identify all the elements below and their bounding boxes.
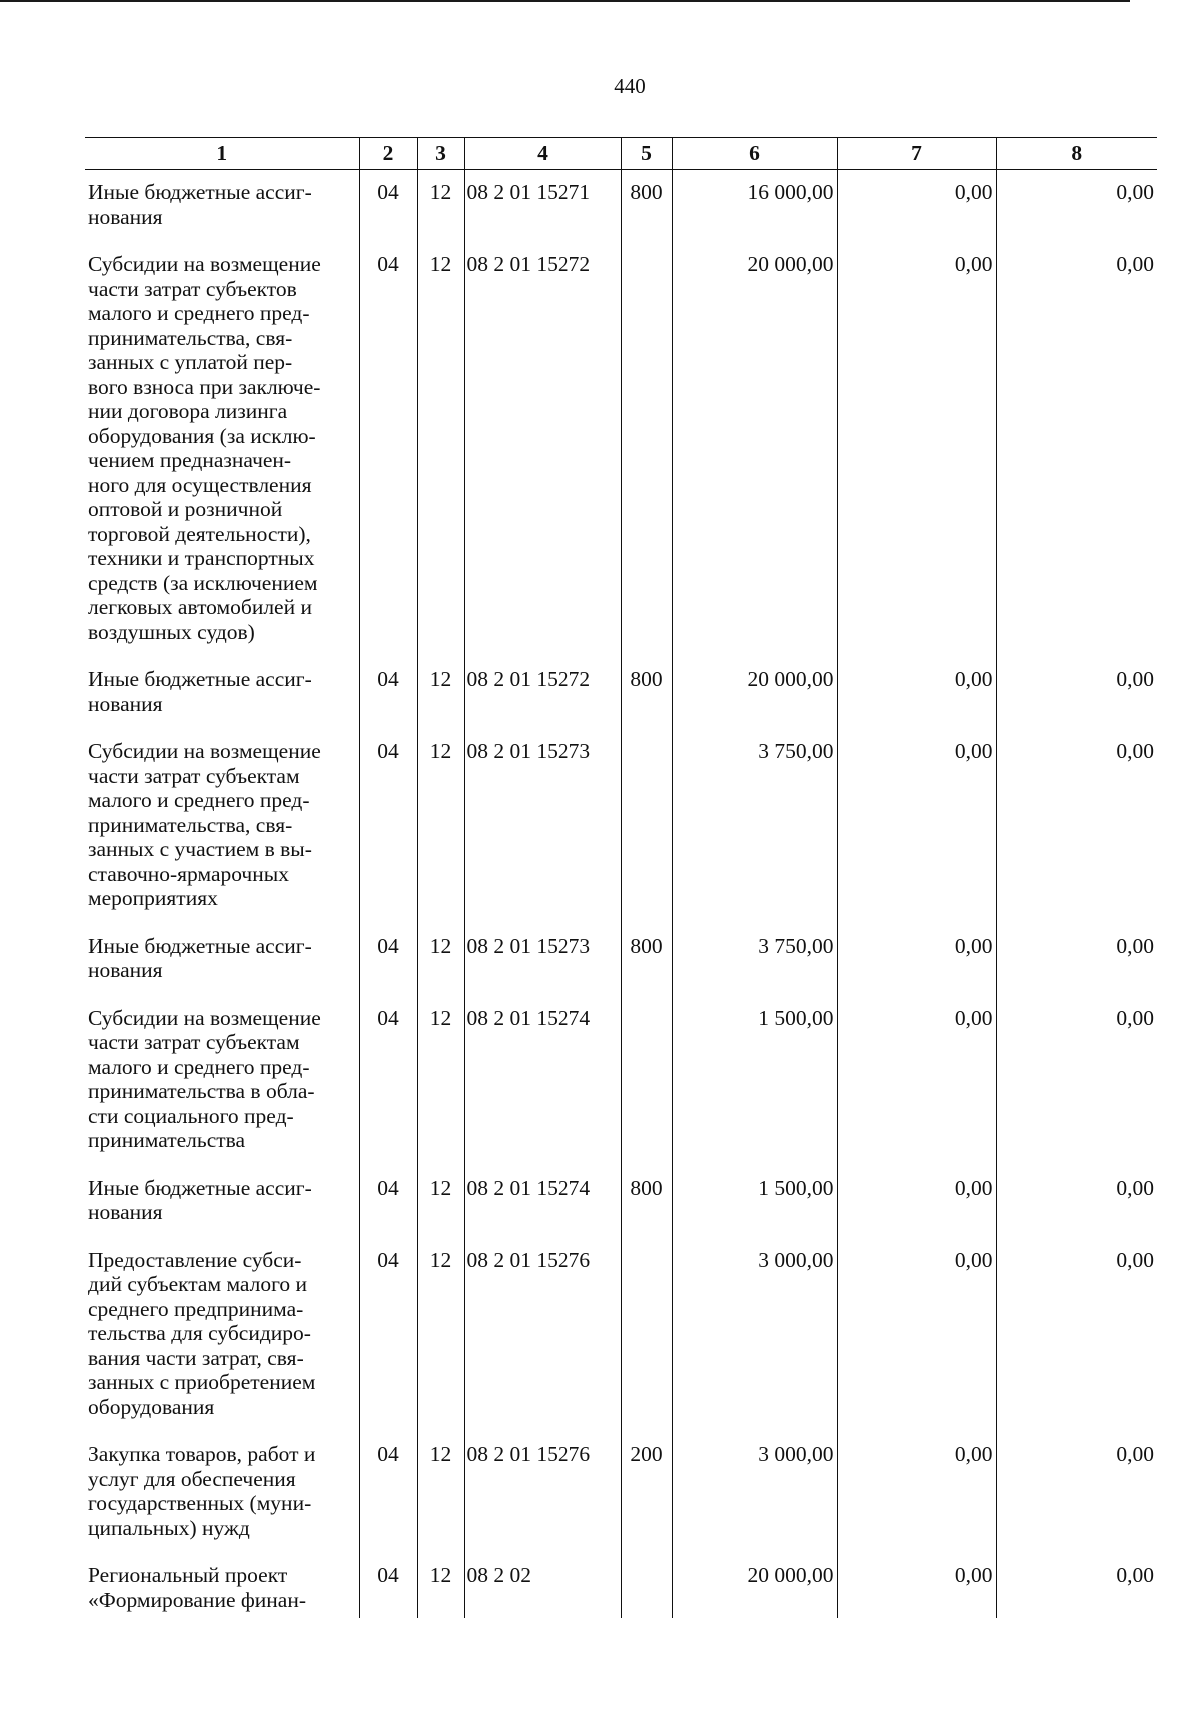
header-col-7: 7 [837,138,996,170]
row-description: Региональный проект «Формирование финан- [88,1563,307,1612]
row-target-article: 08 2 02 [464,1553,621,1618]
row-amount-col6: 20 000,00 [672,657,837,729]
header-col-3: 3 [417,138,464,170]
header-col-4: 4 [464,138,621,170]
row-amount-col7: 0,00 [837,242,996,657]
table-row [85,996,1157,1166]
row-description: Иные бюджетные ассиг- нования [88,1175,312,1224]
table-header [85,138,1157,170]
row-amount-col7: 0,00 [837,924,996,996]
row-target-article: 08 2 01 15274 [464,1166,621,1238]
row-target-article: 08 2 01 15271 [464,170,621,243]
row-amount-col8: 0,00 [996,729,1157,924]
row-amount-col6: 3 750,00 [672,924,837,996]
row-subsection-code: 12 [417,1553,464,1618]
table-row [85,1432,1157,1553]
table-row [85,170,1157,243]
row-amount-col7: 0,00 [837,1238,996,1433]
row-description: Закупка товаров, работ и услуг для обеспечения государственных (муни- ципальных) нужд [88,1442,316,1540]
row-description: Иные бюджетные ассиг- нования [88,667,312,716]
row-amount-col6: 1 500,00 [672,1166,837,1238]
row-amount-col6: 20 000,00 [672,242,837,657]
row-description: Предоставление субси- дий субъектам малого и среднего предпринима- тельства для субсидиро- вания части затрат, свя- занных с приобретением оборудования [88,1247,316,1419]
row-target-article: 08 2 01 15272 [464,242,621,657]
row-amount-col8: 0,00 [996,1432,1157,1553]
row-section-code: 04 [359,1432,417,1553]
budget-table [85,137,1157,1618]
row-amount-col7: 0,00 [837,657,996,729]
row-subsection-code: 12 [417,1432,464,1553]
row-description: Субсидии на возмещение части затрат субъектам малого и среднего пред- принимательства в обла- сти социального пред- принимательства [88,1005,321,1152]
row-expense-type: 800 [621,657,672,729]
row-amount-col8: 0,00 [996,1553,1157,1618]
row-description: Субсидии на возмещение части затрат субъектам малого и среднего пред- принимательства, свя- занных с участием в вы- ставочно-ярмарочных мероприятиях [88,739,321,910]
header-col-1: 1 [85,138,359,170]
row-amount-col8: 0,00 [996,924,1157,996]
row-expense-type: 200 [621,1432,672,1553]
row-expense-type [621,1553,672,1618]
row-target-article: 08 2 01 15273 [464,924,621,996]
row-subsection-code: 12 [417,170,464,243]
table-row [85,924,1157,996]
row-amount-col6: 1 500,00 [672,996,837,1166]
row-subsection-code: 12 [417,924,464,996]
table-row [85,1166,1157,1238]
table-row [85,729,1157,924]
row-section-code: 04 [359,170,417,243]
scan-top-border [0,0,1130,2]
row-subsection-code: 12 [417,657,464,729]
table-row [85,1238,1157,1433]
row-target-article: 08 2 01 15272 [464,657,621,729]
row-expense-type [621,242,672,657]
row-subsection-code: 12 [417,242,464,657]
table-row [85,1553,1157,1618]
row-subsection-code: 12 [417,1166,464,1238]
row-amount-col7: 0,00 [837,170,996,243]
header-row [85,138,1157,170]
row-subsection-code: 12 [417,729,464,924]
row-amount-col6: 16 000,00 [672,170,837,243]
row-subsection-code: 12 [417,1238,464,1433]
row-section-code: 04 [359,924,417,996]
row-amount-col8: 0,00 [996,242,1157,657]
row-amount-col7: 0,00 [837,729,996,924]
row-amount-col7: 0,00 [837,1553,996,1618]
page-number: 440 [614,74,646,98]
row-expense-type [621,729,672,924]
row-amount-col8: 0,00 [996,657,1157,729]
row-section-code: 04 [359,1166,417,1238]
row-expense-type: 800 [621,924,672,996]
row-description: Иные бюджетные ассиг- нования [88,180,312,229]
row-amount-col8: 0,00 [996,1166,1157,1238]
header-col-8: 8 [996,138,1157,170]
row-expense-type: 800 [621,170,672,243]
row-amount-col7: 0,00 [837,1166,996,1238]
row-target-article: 08 2 01 15274 [464,996,621,1166]
row-expense-type [621,1238,672,1433]
row-target-article: 08 2 01 15273 [464,729,621,924]
row-amount-col8: 0,00 [996,170,1157,243]
row-section-code: 04 [359,1553,417,1618]
row-section-code: 04 [359,1238,417,1433]
row-description: Иные бюджетные ассиг- нования [88,933,312,982]
row-section-code: 04 [359,242,417,657]
row-section-code: 04 [359,729,417,924]
row-amount-col7: 0,00 [837,1432,996,1553]
row-subsection-code: 12 [417,996,464,1166]
table-row [85,657,1157,729]
row-expense-type: 800 [621,1166,672,1238]
row-target-article: 08 2 01 15276 [464,1238,621,1433]
row-expense-type [621,996,672,1166]
header-col-6: 6 [672,138,837,170]
row-amount-col6: 3 000,00 [672,1238,837,1433]
table-body [85,170,1157,1619]
header-col-2: 2 [359,138,417,170]
header-col-5: 5 [621,138,672,170]
row-section-code: 04 [359,657,417,729]
row-section-code: 04 [359,996,417,1166]
row-amount-col8: 0,00 [996,1238,1157,1433]
row-amount-col7: 0,00 [837,996,996,1166]
row-description: Субсидии на возмещение части затрат субъектов малого и среднего пред- принимательства, свя- занных с уплатой пер- вого взноса при заключе- нии договора лизинга оборудования (за исклю- чением предназначен- ного для осуществления оптовой и розничной торговой деятельности), техники и транспортных средств (за исключением легковых автомобилей и воздушных судов) [88,252,321,644]
row-amount-col6: 3 750,00 [672,729,837,924]
row-target-article: 08 2 01 15276 [464,1432,621,1553]
row-amount-col6: 20 000,00 [672,1553,837,1618]
row-amount-col6: 3 000,00 [672,1432,837,1553]
table-row [85,242,1157,657]
row-amount-col8: 0,00 [996,996,1157,1166]
